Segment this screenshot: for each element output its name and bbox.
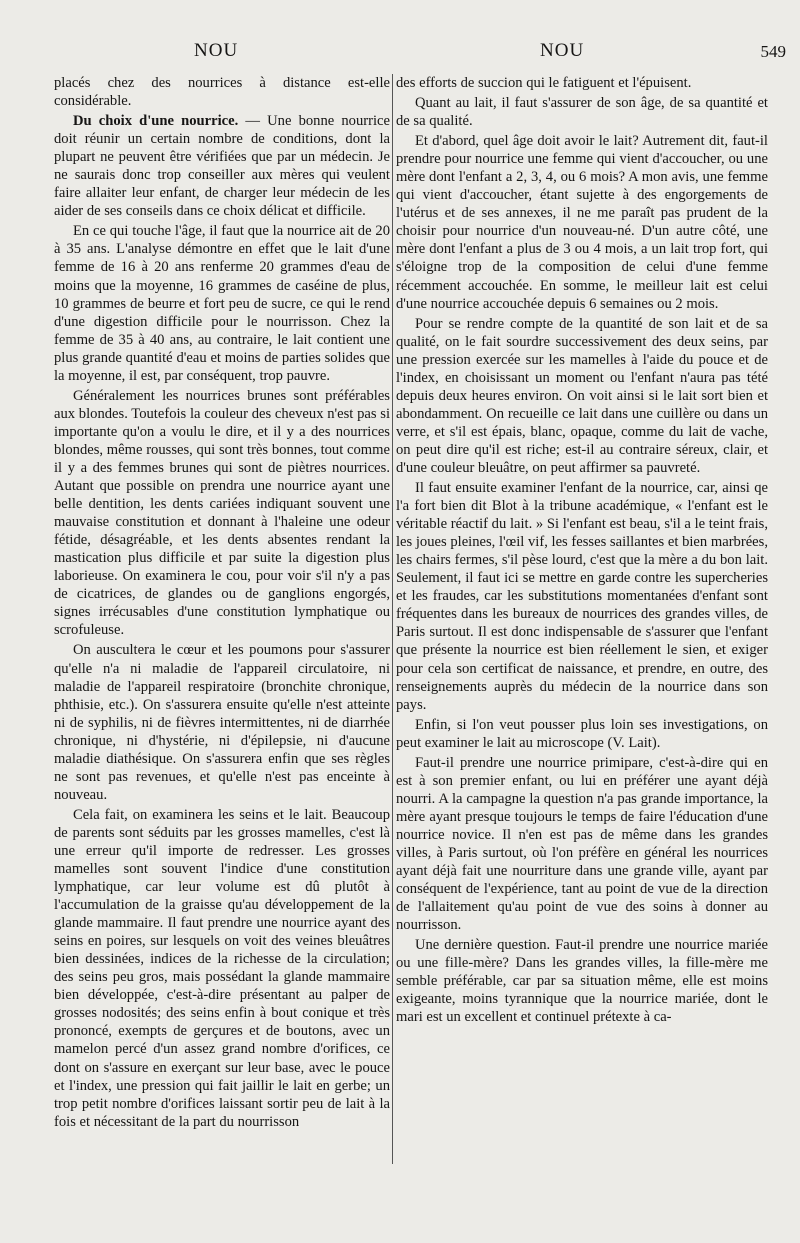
paragraph: Enfin, si l'on veut pousser plus loin ses investigations, on peut examiner le lait au microscope (V. Lait). [396, 716, 768, 751]
paragraph: Et d'abord, quel âge doit avoir le lait? Autrement dit, faut-il prendre pour nourrice une femme qui vient d'accoucher, ou une mère dont l'enfant a 2, 3, 4, ou 6 mois? A mon avis, une femme qui vient d'accoucher, étant sujette à des engorgements de l'utérus et de ses annexes, il ne me paraît pas prudent de la choisir pour nourrice d'un nouveau-né. D'un autre côté, une mère dont l'enfant a plus de 3 ou 4 mois, a un lait trop fort, qui s'éloigne trop de la composition de celui d'une femme récemment accouchée. En somme, le meilleur lait est celui d'une nourrice accouchée depuis 6 semaines ou 2 mois. [396, 133, 768, 312]
paragraph: Quant au lait, il faut s'assurer de son âge, de sa quantité et de sa qualité. [396, 95, 768, 130]
paragraph: Une dernière question. Faut-il prendre une nourrice mariée ou une fille-mère? Dans les grandes villes, la fille-mère me semble préférable, car par sa situation même, elle est moins exigeante, moins tyrannique que la nourrice mariée, dont le mari est un excellent et continuel prétexte à ca- [396, 937, 768, 1026]
paragraph: Pour se rendre compte de la quantité de son lait et de sa qualité, on le fait sourdre successivement des deux seins, par une pression exercée sur les mamelles à l'aide du pouce et de l'index, en choisissant un moment ou l'enfant n'aura pas tété depuis deux heures environ. On voit ainsi si le lait sort bien et abondamment. On recueille ce lait dans une cuillère ou dans un verre, et s'il est épais, blanc, opaque, comme du lait de vache, on peut dire qu'il est riche; est-il au contraire séreux, clair, et d'une couleur bleuâtre, on peut affirmer sa pauvreté. [396, 315, 768, 476]
column-divider [392, 74, 393, 1164]
paragraph: En ce qui touche l'âge, il faut que la nourrice ait de 20 à 35 ans. L'analyse démontre en effet que le lait d'une femme de 16 à 20 ans renferme 20 grammes d'eau de moins que la moyenne, 16 grammes de caséine de plus, 10 grammes de beurre et fort peu de sucre, ce qui le rend d'une digestion difficile pour le nourrisson. Chez la femme de 35 à 40 ans, au contraire, le lait contient une plus grande quantité d'eau et moins de parties solides que la moyenne, il est, par conséquent, trop pauvre. [54, 223, 390, 384]
section-text: — Une bonne nourrice doit réunir un certain nombre de conditions, dont la plupart ne peuvent être vérifiées que par un médecin. Je ne saurais donc trop conseiller aux mères qui veulent faire allaiter leur enfant, de charger leur médecin de les aider de ses conseils dans ce choix délicat et difficile. [54, 113, 390, 220]
paragraph: Généralement les nourrices brunes sont préférables aux blondes. Toutefois la couleur des cheveux n'est pas si importante qu'on a voulu le dire, et il y a des nourrices blondes, même rousses, qui sont très bonnes, tout comme il y a des femmes brunes qui sont de piètres nourrices. Autant que possible on prendra une nourrice ayant une belle dentition, les dents cariées indiquant souvent une mauvaise constitution et donnant à l'haleine une odeur fétide, désagréable, et les dents absentes rendant la mastication plus difficile et par suite la digestion plus laborieuse. On examinera le cou, pour voir s'il n'y a pas de cicatrices, de glandes ou de ganglions engorgés, signes irrécusables d'une constitution lymphatique ou scrofuleuse. [54, 387, 390, 639]
paragraph: Faut-il prendre une nourrice primipare, c'est-à-dire qui en est à son premier enfant, ou lui en préférer une ayant déjà nourri. A la campagne la question n'a pas grande importance, la mère ayant presque toujours le temps de faire l'éducation d'une nourrice novice. Il n'en est pas de même dans les grandes villes, à Paris surtout, où l'on préfère en général les nourrices ayant déjà fait une nourriture dans une grande ville, ayant par conséquent de l'expérience, tant au point de vue de la direction de l'allaitement qu'au point de vue des soins à donner au nourrisson. [396, 754, 768, 934]
paragraph: Cela fait, on examinera les seins et le lait. Beaucoup de parents sont séduits par les grosses mamelles, c'est là une erreur qu'il importe de redresser. Les grosses mamelles sont souvent l'indice d'une constitution lymphatique, car leur volume est dû plutôt à l'accumulation de la graisse qu'au développement de la glande mammaire. Il faut prendre une nourrice ayant des seins en poires, sur lesquels on voit des veines bleuâtres bien dessinées, indices de la richesse de la circulation; des seins peu gros, mais possédant la glande mammaire bien développée, c'est-à-dire présentant au palper de grosses nodosités; des seins enfin à bout conique et très prononcé, exempts de gerçures et de boutons, avec un mamelon percé d'un assez grand nombre d'orifices, ce dont on s'assure en exerçant sur leur base, avec le pouce et l'index, une pression qui fait jaillir le lait en gerbe; un trop petit nombre d'orifices laissant sortir peu de lait à la fois et nécessitant de la part du nourrisson [54, 806, 390, 1130]
running-head-right: NOU [540, 40, 585, 61]
right-column [396, 74, 768, 1028]
section-heading: Du choix d'une nourrice. [72, 113, 239, 130]
paragraph: Il faut ensuite examiner l'enfant de la nourrice, car, ainsi qe l'a fort bien dit Blot à la tribune académique, « l'enfant est le véritable réactif du lait. » Si l'enfant est beau, s'il a le teint frais, les joues pleines, l'œil vif, les fesses saillantes et bien marbrées, les chairs fermes, s'il pèse lourd, c'est que la mère a du bon lait. Seulement, il faut ici se mettre en garde contre les supercheries et les fraudes, car les substitutions momentanées d'enfant sont fréquentes dans les bureaux de nourrices des grandes villes, de Paris surtout. Il est donc indispensable de s'assurer que l'enfant que présente la nourrice est bien réellement le sien, et exiger pour cela son certificat de naissance, et prendre, en outre, des renseignements auprès du médecin de la nourrice dans son pays. [396, 480, 768, 713]
running-head-left: NOU [194, 40, 239, 61]
section-paragraph [54, 112, 390, 220]
paragraph: On auscultera le cœur et les poumons pour s'assurer qu'elle n'a ni maladie de l'appareil circulatoire, ni maladie de l'appareil respiratoire (bronchite chronique, phthisie, etc.). On s'assurera ensuite qu'elle n'est atteinte ni de syphilis, ni de fièvres intermittentes, ni de diarrhée chronique, ni d'hystérie, ni d'épilepsie, ni d'aucune maladie diathésique. On s'assurera enfin que ses règles ne sont pas revenues, et qu'elle n'est pas enceinte à nouveau. [54, 642, 390, 803]
page-number: 549 [760, 42, 786, 61]
paragraph: placés chez des nourrices à distance est-elle considérable. [54, 75, 390, 110]
left-column [54, 74, 390, 1133]
paragraph: des efforts de succion qui le fatiguent et l'épuisent. [396, 75, 692, 91]
